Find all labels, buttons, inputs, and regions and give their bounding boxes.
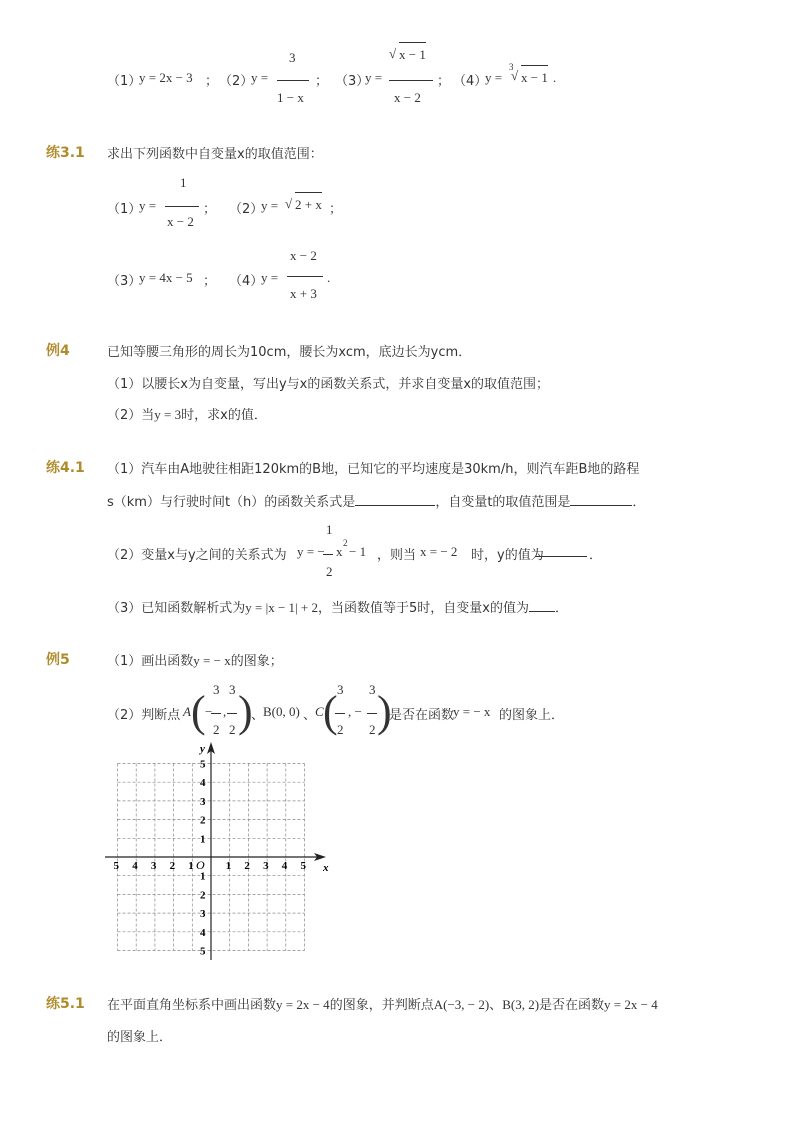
comma: , − xyxy=(348,704,362,719)
fraction-bar xyxy=(211,713,221,714)
fraction-numerator: 3 xyxy=(337,682,344,697)
text: （3）已知函数解析式为 xyxy=(107,601,246,616)
point-label: C xyxy=(315,704,324,719)
equation: y = xyxy=(251,70,269,85)
equation: y = − x xyxy=(453,704,491,719)
text: ． xyxy=(589,548,603,563)
fraction-bar xyxy=(165,206,199,207)
y-tick-label: 4 xyxy=(200,777,206,790)
fraction-bar xyxy=(287,276,323,277)
question-line xyxy=(107,404,267,423)
text: ，当函数值等于5时，自变量x的值为 xyxy=(317,601,529,616)
question-line xyxy=(107,491,645,510)
radical-sign: √ xyxy=(511,68,519,83)
x-tick-label: 2 xyxy=(169,860,176,872)
text: （2）当 xyxy=(107,408,155,423)
fraction-numerator: x − 1 xyxy=(399,42,426,63)
fraction-denominator: 2 xyxy=(369,722,376,737)
period: . xyxy=(553,70,557,85)
answer-blank[interactable] xyxy=(529,599,555,612)
fraction-bar xyxy=(323,554,333,555)
exponent: 2 xyxy=(343,538,348,548)
separator: 、 xyxy=(251,708,265,723)
y-tick-label: 1 xyxy=(200,833,206,846)
question-line: 的图象上． xyxy=(107,1030,173,1045)
text: 的图象； xyxy=(230,654,283,669)
equation: y = xyxy=(261,198,279,213)
answer-blank[interactable] xyxy=(355,493,435,506)
fraction-numerator: x − 2 xyxy=(290,248,317,263)
y-tick-label: 5 xyxy=(200,945,206,958)
fraction-denominator: 1 − x xyxy=(277,90,304,105)
equation: y = 2x − 3 xyxy=(139,70,193,85)
fraction-bar xyxy=(389,80,433,81)
paren-right: ) xyxy=(238,687,253,736)
separator: ； xyxy=(329,202,343,217)
equation: y = − x xyxy=(193,653,231,668)
root-index: 3 xyxy=(509,62,514,72)
point-label: A(−3, − 2) xyxy=(433,997,490,1012)
separator: ； xyxy=(437,74,451,89)
y-axis-label: y xyxy=(200,743,205,755)
equation: y = xyxy=(485,70,503,85)
equation: y = xyxy=(365,70,383,85)
text: ． xyxy=(632,495,646,510)
equation: y = 2x − 4 xyxy=(276,997,330,1012)
fraction-bar xyxy=(277,80,309,81)
fraction-numerator: 3 xyxy=(213,682,220,697)
axes xyxy=(105,746,322,960)
part-label: （4） xyxy=(453,74,488,89)
point-label: A xyxy=(183,704,191,719)
fraction-denominator: 2 xyxy=(337,722,344,737)
equation: x xyxy=(336,544,343,559)
separator: 、 xyxy=(489,998,503,1013)
point-label: B(3, 2) xyxy=(502,997,540,1012)
answer-blank[interactable] xyxy=(535,544,587,557)
x-tick-label: 4 xyxy=(132,860,138,872)
separator: ； xyxy=(203,274,217,289)
equation: y = 3 xyxy=(154,407,182,422)
question-line xyxy=(107,597,568,616)
separator: ； xyxy=(205,74,219,89)
fraction-numerator: 1 xyxy=(326,522,333,537)
x-tick-labels xyxy=(114,860,307,872)
equation: y = − xyxy=(297,544,325,559)
y-tick-label: 3 xyxy=(200,795,206,808)
text: ． xyxy=(554,601,568,616)
fraction-numerator: 3 xyxy=(289,50,296,65)
answer-blank[interactable] xyxy=(570,493,632,506)
text: （2）判断点 xyxy=(107,708,181,723)
question-line: （1）汽车由A地驶往相距120km的B地，已知它的平均速度是30km/h，则汽车距B地的路程 xyxy=(107,462,640,477)
period: . xyxy=(327,270,331,285)
exercise-tag: 练3.1 xyxy=(46,145,85,161)
text: 在平面直角坐标系中画出函数 xyxy=(107,998,277,1013)
fraction-denominator: x − 2 xyxy=(167,214,194,229)
text: 时，求x的值． xyxy=(181,408,267,423)
equation: y = 2x − 4 xyxy=(604,997,658,1012)
paren-right: ) xyxy=(377,687,392,736)
origin-label: O xyxy=(196,858,205,872)
fraction-bar xyxy=(335,713,345,714)
text: 是否在函数 xyxy=(389,708,455,723)
y-tick-label: 5 xyxy=(200,758,206,771)
text: 时，y的值为 xyxy=(471,548,544,563)
part-label: （1） xyxy=(107,202,142,217)
text: ，则当 xyxy=(377,548,417,563)
example-title: 已知等腰三角形的周长为10cm，腰长为xcm，底边长为ycm． xyxy=(107,345,472,360)
part-label: （2） xyxy=(219,74,254,89)
fraction-bar xyxy=(227,713,237,714)
minus-sign: − xyxy=(205,704,213,719)
separator: 、 xyxy=(303,708,317,723)
part-label: （4） xyxy=(229,274,264,289)
example-tag: 例5 xyxy=(46,652,70,668)
fraction-bar xyxy=(367,713,377,714)
x-tick-label: 3 xyxy=(150,860,157,872)
fraction-numerator: 1 xyxy=(180,175,187,190)
x-tick-label: 2 xyxy=(244,860,250,872)
separator: ； xyxy=(315,74,329,89)
y-tick-label: 1 xyxy=(200,870,206,883)
text: 的图象，并判断点 xyxy=(329,998,434,1013)
x-tick-label: 4 xyxy=(281,860,288,872)
x-axis-label: x xyxy=(323,862,329,874)
text: （1）画出函数 xyxy=(107,654,194,669)
x-tick-label: 1 xyxy=(225,860,232,872)
question-line xyxy=(107,994,658,1013)
fraction-numerator: 3 xyxy=(369,682,376,697)
text: 的图象上． xyxy=(499,708,565,723)
fraction-denominator: x − 2 xyxy=(394,90,421,105)
radicand: x − 1 xyxy=(521,65,548,86)
example-tag: 例4 xyxy=(46,343,70,359)
radical-sign: √ xyxy=(389,46,397,61)
text: （2）变量x与y之间的关系式为 xyxy=(107,548,287,563)
y-tick-label: 3 xyxy=(200,908,206,921)
separator: ； xyxy=(203,202,217,217)
equation: y = xyxy=(261,270,279,285)
text: ，自变量t的取值范围是 xyxy=(435,495,571,510)
part-label: （3） xyxy=(107,274,142,289)
comma: , xyxy=(223,704,227,719)
question-line xyxy=(107,520,667,580)
fraction-denominator: 2 xyxy=(326,564,333,579)
part-label: （2） xyxy=(229,202,264,217)
question-line xyxy=(107,680,627,740)
exercise-tag: 练4.1 xyxy=(46,460,85,476)
equation: y = |x − 1| + 2 xyxy=(245,600,318,615)
exercise-tag: 练5.1 xyxy=(46,996,85,1012)
fraction-numerator: 3 xyxy=(229,682,236,697)
paren-left: ( xyxy=(191,687,206,736)
point-label: B(0, 0) xyxy=(263,704,300,719)
text: s（km）与行驶时间t（h）的函数关系式是 xyxy=(107,495,356,510)
equation: x = − 2 xyxy=(420,544,458,559)
fraction-denominator: x + 3 xyxy=(290,286,317,301)
equation: y = xyxy=(139,198,157,213)
part-label: （3） xyxy=(335,74,370,89)
x-tick-label: 1 xyxy=(188,860,194,872)
x-tick-label: 5 xyxy=(113,860,119,872)
radicand: 2 + x xyxy=(295,192,322,213)
fraction-denominator: 2 xyxy=(213,722,220,737)
x-tick-label: 5 xyxy=(300,860,306,872)
x-tick-label: 3 xyxy=(263,860,269,872)
coordinate-grid[interactable] xyxy=(100,740,340,965)
y-tick-label: 2 xyxy=(200,814,206,827)
part-label: （1） xyxy=(107,74,142,89)
fraction-denominator: 2 xyxy=(229,722,236,737)
text: 是否在函数 xyxy=(539,998,605,1013)
equation: y = 4x − 5 xyxy=(139,270,193,285)
exercise-title: 求出下列函数中自变量x的取值范围： xyxy=(107,147,323,162)
equation: − 1 xyxy=(349,544,367,559)
paren-left: ( xyxy=(323,687,338,736)
y-tick-label: 4 xyxy=(200,926,206,939)
y-tick-label: 2 xyxy=(200,889,206,902)
radical-sign: √ xyxy=(285,196,293,211)
question-line xyxy=(107,650,283,669)
question-line: （1）以腰长x为自变量，写出y与x的函数关系式，并求自变量x的取值范围； xyxy=(107,377,550,392)
